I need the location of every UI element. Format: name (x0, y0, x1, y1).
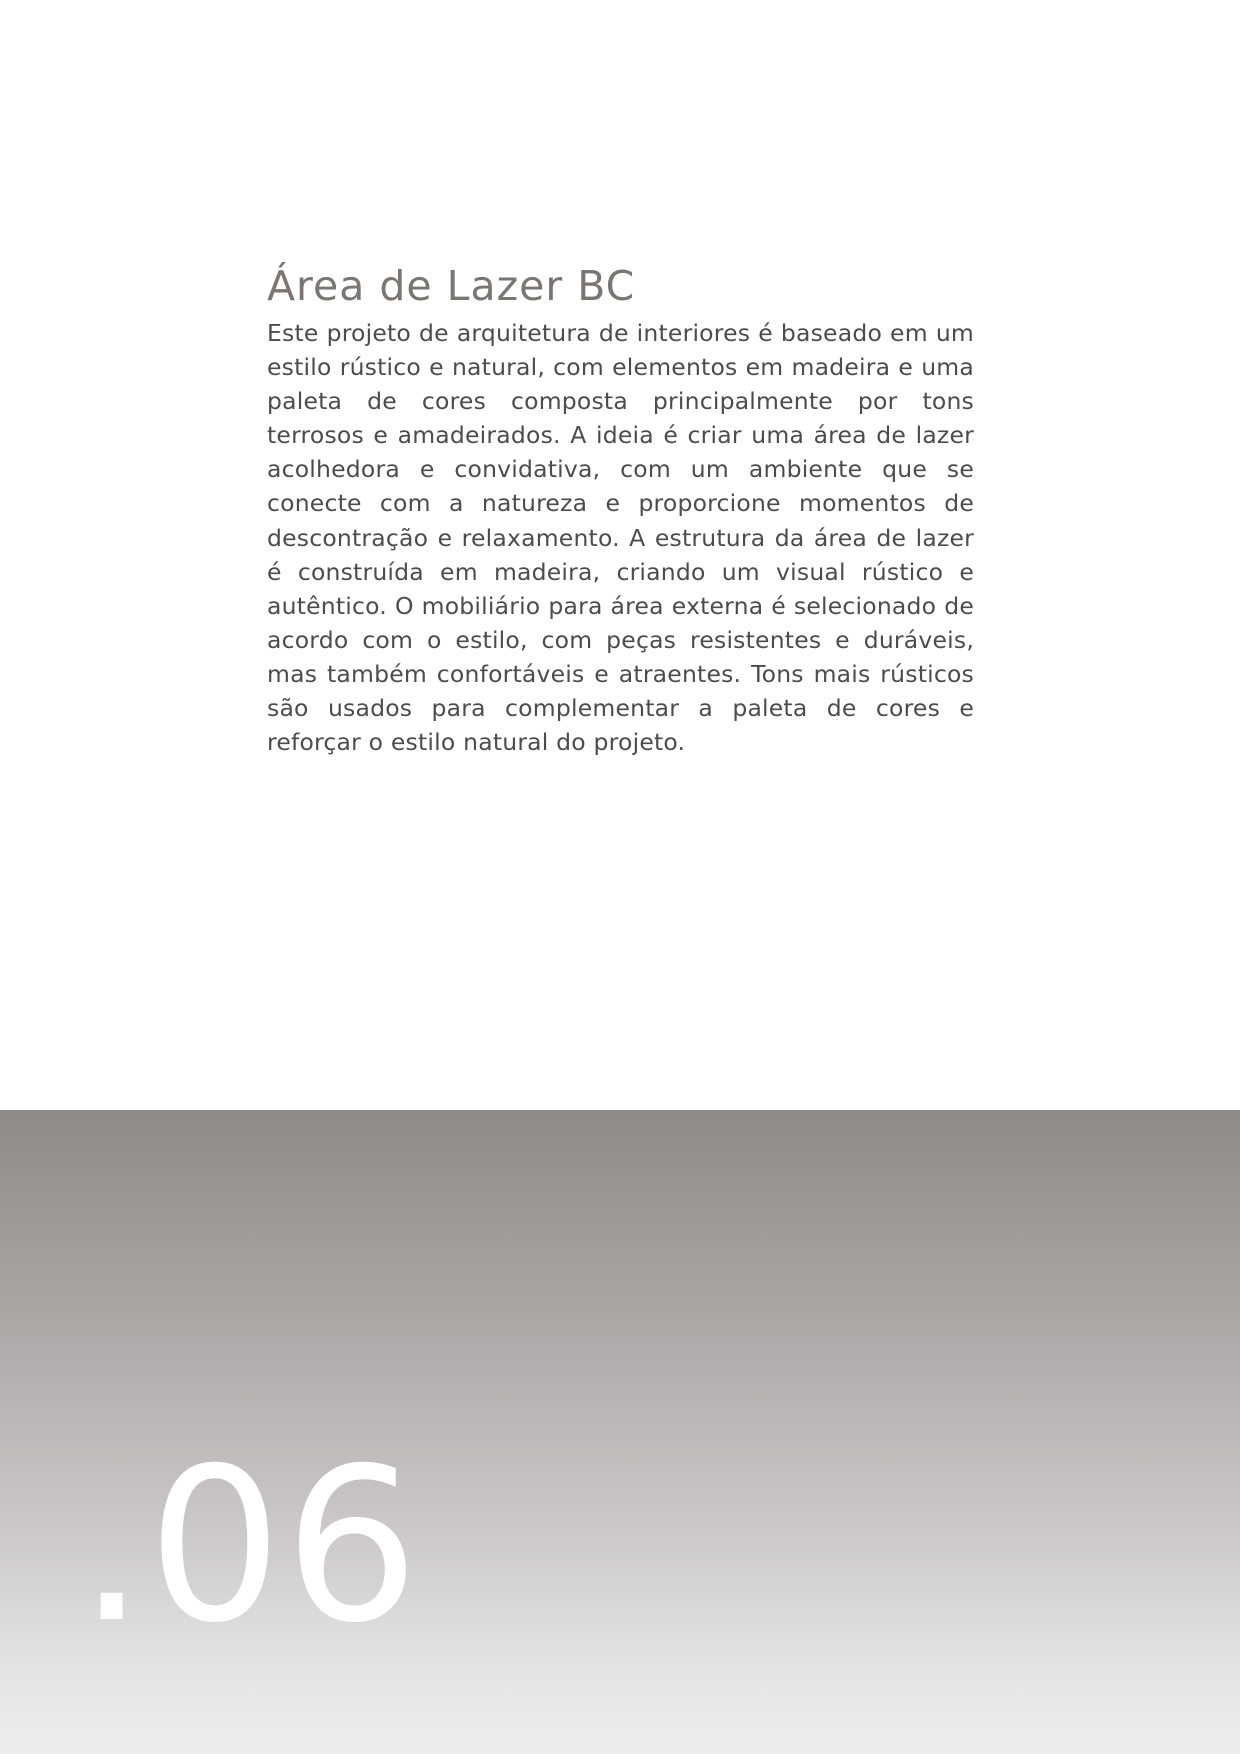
page-title: Área de Lazer BC (267, 262, 636, 310)
text-block (267, 262, 974, 759)
body-paragraph: Este projeto de arquitetura de interiores é baseado em um estilo rústico e natural, com elementos em madeira e uma paleta de cores composta principalmente por tons terrosos e amadeirados. A ideia é criar uma área de lazer acolhedora e convidativa, com um ambiente que se conecte com a natureza e proporcione momentos de descontração e relaxamento. A estrutura da área de lazer é construída em madeira, criando um visual rústico e autêntico. O mobiliário para área externa é selecionado de acordo com o estilo, com peças resistentes e duráveis, mas também confortáveis e atraentes. Tons mais rústicos são usados para complementar a paleta de cores e reforçar o estilo natural do projeto. (267, 319, 974, 757)
page-number: .06 (78, 1422, 422, 1669)
